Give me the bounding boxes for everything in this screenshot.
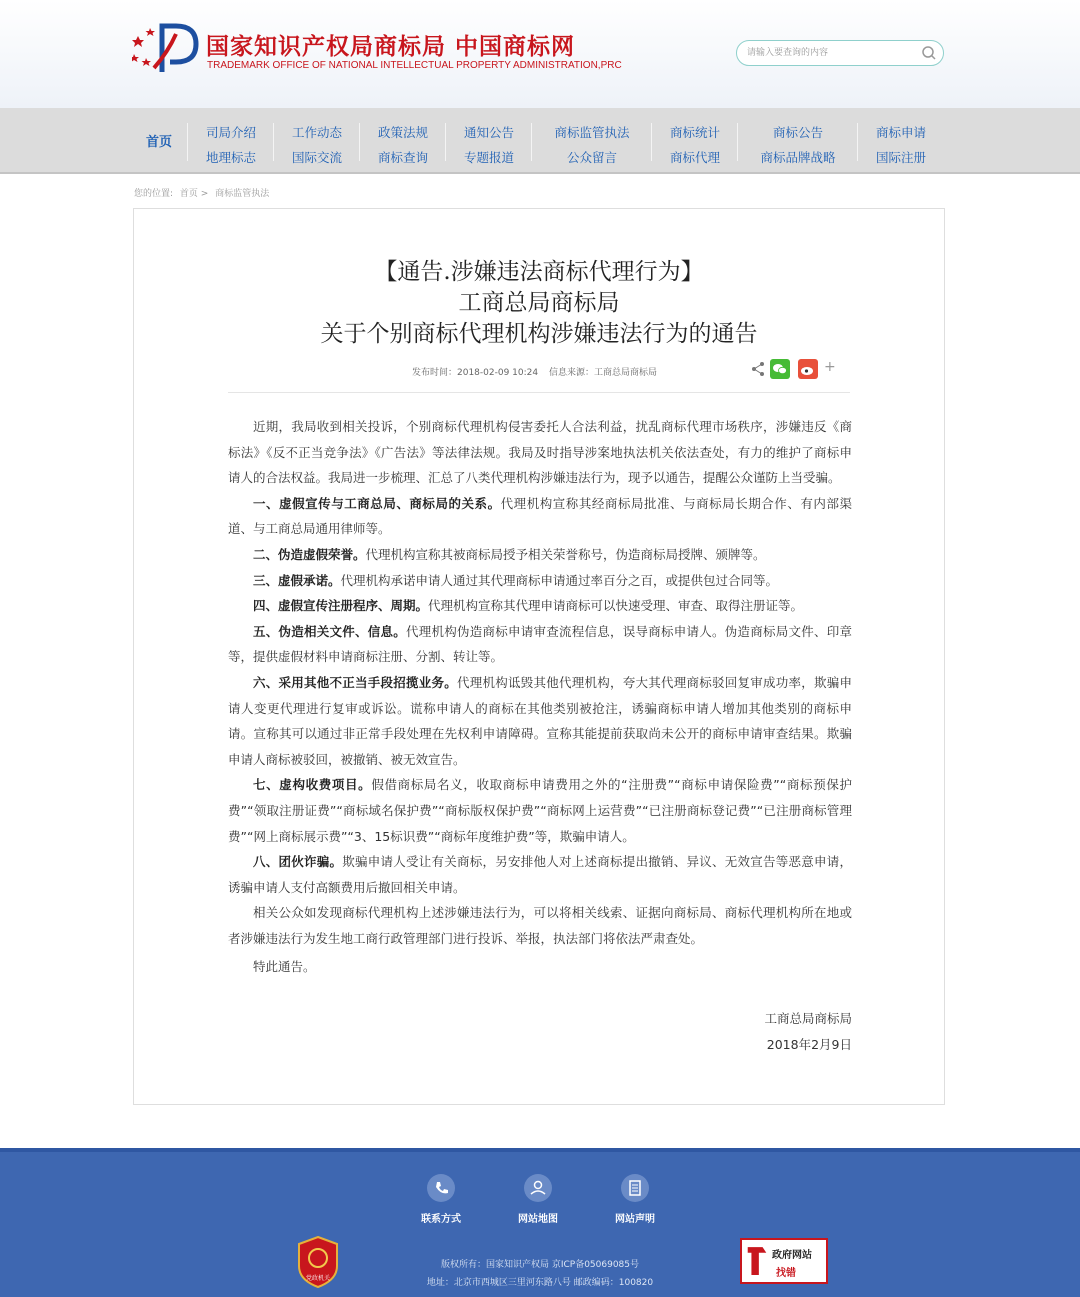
list-item: 八、团伙诈骗。欺骗申请人受让有关商标，另安排他人对上述商标提出撤销、异议、无效宣告等恶意申请，诱骗申请人支付高额费用后撤回相关申请。 xyxy=(228,854,852,895)
weibo-share-icon[interactable] xyxy=(798,359,818,379)
breadcrumb-home-link[interactable]: 首页 > xyxy=(179,189,209,199)
site-footer xyxy=(0,1148,1080,1297)
gov-site-error-label: 找错 xyxy=(776,1268,796,1279)
search-box xyxy=(736,40,944,66)
main-nav xyxy=(0,108,1080,174)
nav-separator xyxy=(359,123,360,161)
nav-item[interactable]: 商标公告 xyxy=(772,125,823,140)
nav-separator xyxy=(737,123,738,161)
document-icon xyxy=(621,1174,649,1202)
nav-group-7 xyxy=(748,120,848,170)
breadcrumb xyxy=(134,186,273,199)
address: 地址：北京市西城区三里河东路八号 邮政编码：100820 xyxy=(426,1278,654,1288)
publish-time: 发布时间：2018-02-09 10:24 xyxy=(412,368,539,378)
title-line: 【通告.涉嫌违法商标代理行为】 xyxy=(374,259,704,285)
title-divider xyxy=(228,392,850,393)
nav-home[interactable]: 首页 xyxy=(146,135,173,150)
gov-site-error-report-badge[interactable] xyxy=(740,1238,828,1284)
list-item: 六、采用其他不正当手段招揽业务。代理机构诋毁其他代理机构，夸大其代理商标驳回复审成功率，欺骗申请人变更代理进行复审或诉讼。谎称申请人的商标在其他类别被抢注，诱骗商标申请人增加其他类别的商标申请。宣称其可以通过非正常手段处理在先权利申请障碍。宣称其能提前获取尚未公开的商标申请审查结果。欺骗申请人商标被驳回，被撤销、被无效宣告。 xyxy=(228,674,852,767)
more-share-icon[interactable]: + xyxy=(824,359,836,375)
nav-item[interactable]: 司局介绍 xyxy=(205,125,256,140)
info-source: 信息来源：工商总局商标局 xyxy=(548,368,657,378)
phone-icon xyxy=(427,1174,455,1202)
nav-item[interactable]: 商标代理 xyxy=(669,150,720,165)
breadcrumb-current-link[interactable]: 商标监管执法 xyxy=(215,189,270,199)
site-header xyxy=(0,0,1080,108)
footer-link-label: 网站地图 xyxy=(518,1214,558,1225)
list-item: 三、虚假承诺。代理机构承诺申请人通过其代理商标申请通过率百分之百，或提供包过合同等。 xyxy=(253,572,779,588)
notice-end: 特此通告。 xyxy=(253,959,316,975)
nav-item[interactable]: 地理标志 xyxy=(205,150,256,165)
list-item: 五、伪造相关文件、信息。代理机构伪造商标申请审查流程信息，误导商标申请人。伪造商标局文件、印章等，提供虚假材料申请商标注册、分割、转让等。 xyxy=(228,623,852,665)
wechat-share-icon[interactable] xyxy=(770,359,790,379)
nav-separator xyxy=(187,123,188,161)
copyright: 版权所有：国家知识产权局 京ICP备05069085号 xyxy=(440,1260,640,1270)
search-icon[interactable] xyxy=(921,45,937,61)
list-item: 七、虚构收费项目。假借商标局名义，收取商标申请费用之外的“注册费”“商标申请保险费”“商标预保护费”“领取注册证费”“商标域名保护费”“商标版权保护费”“商标网上运营费”“已注册商标登记费”“已注册商标管理费”“网上商标展示费”“3、15标识费”“商标年度维护费”等，欺骗申请人。 xyxy=(228,777,852,844)
list-item: 一、虚假宣传与工商总局、商标局的关系。代理机构宣称其经商标局批准、与商标局长期合作、有内部渠道、与工商总局通用律师等。 xyxy=(228,495,852,537)
title-line: 关于个别商标代理机构涉嫌违法行为的通告 xyxy=(320,321,758,347)
site-title: 国家知识产权局商标局 中国商标网 xyxy=(206,33,576,60)
nav-item[interactable]: 政策法规 xyxy=(377,125,428,140)
footer-link-label: 网站声明 xyxy=(615,1214,655,1225)
footer-sitemap-link[interactable] xyxy=(503,1174,573,1225)
nav-separator xyxy=(445,123,446,161)
breadcrumb-label: 您的位置: xyxy=(134,189,174,199)
nav-group-2 xyxy=(284,120,350,170)
article-card xyxy=(133,208,945,1105)
nav-item[interactable]: 公众留言 xyxy=(566,150,617,165)
nav-item[interactable]: 工作动态 xyxy=(291,125,342,140)
nav-item[interactable]: 商标申请 xyxy=(875,125,926,140)
nav-group-3 xyxy=(370,120,436,170)
nav-group-4 xyxy=(456,120,522,170)
nav-item[interactable]: 国际注册 xyxy=(875,150,926,165)
title-line: 工商总局商标局 xyxy=(458,290,620,316)
nav-group-8 xyxy=(868,120,934,170)
nav-item[interactable]: 通知公告 xyxy=(463,125,514,140)
footer-link-label: 联系方式 xyxy=(421,1214,461,1225)
site-subtitle: TRADEMARK OFFICE OF NATIONAL INTELLECTUAL PROPERTY ADMINISTRATION,PRC xyxy=(207,60,622,71)
trademark-office-logo-icon[interactable] xyxy=(132,22,200,74)
sign-date: 2018年2月9日 xyxy=(766,1037,852,1052)
share-icon[interactable] xyxy=(750,361,766,377)
search-input[interactable] xyxy=(747,46,917,60)
nav-item[interactable]: 商标监管执法 xyxy=(554,125,630,140)
nav-separator xyxy=(857,123,858,161)
footer-statement-link[interactable] xyxy=(600,1174,670,1225)
intro-paragraph: 近期，我局收到相关投诉，个别商标代理机构侵害委托人合法利益，扰乱商标代理市场秩序，涉嫌违反《商标法》《反不正当竞争法》《广告法》等法律法规。我局及时指导涉案地执法机关依法查处，有力的维护了商标申请人的合法权益。我局进一步梳理、汇总了八类代理机构涉嫌违法行为，现予以通告，提醒公众谨防上当受骗。 xyxy=(228,419,852,486)
list-item: 四、虚假宣传注册程序、周期。代理机构宣称其代理申请商标可以快速受理、审查、取得注册证等。 xyxy=(253,598,804,614)
signer: 工商总局商标局 xyxy=(764,1011,852,1026)
article-meta xyxy=(412,365,665,378)
article-title xyxy=(134,257,944,350)
nav-separator xyxy=(651,123,652,161)
footer-contact-link[interactable] xyxy=(406,1174,476,1225)
nav-group-5 xyxy=(542,120,642,170)
list-item: 二、伪造虚假荣誉。代理机构宣称其被商标局授予相关荣誉称号，伪造商标局授牌、颁牌等。 xyxy=(253,546,766,562)
nav-item[interactable]: 商标查询 xyxy=(377,150,428,165)
nav-item[interactable]: 国际交流 xyxy=(291,150,342,165)
closing-paragraph: 相关公众如发现商标代理机构上述涉嫌违法行为，可以将相关线索、证据向商标局、商标代理机构所在地或者涉嫌违法行为发生地工商行政管理部门进行投诉、举报，执法部门将依法严肃查处。 xyxy=(228,905,852,946)
nav-group-1 xyxy=(198,120,264,170)
nav-separator xyxy=(273,123,274,161)
nav-separator xyxy=(531,123,532,161)
nav-item[interactable]: 商标统计 xyxy=(669,125,720,140)
sitemap-icon xyxy=(524,1174,552,1202)
nav-item[interactable]: 商标品牌战略 xyxy=(760,150,836,165)
badge-text: 党政机关 xyxy=(305,1275,331,1282)
gov-site-logo-icon xyxy=(744,1243,770,1281)
nav-item[interactable]: 专题报道 xyxy=(463,150,514,165)
article-body xyxy=(228,414,852,980)
gov-site-label: 政府网站 xyxy=(772,1250,812,1261)
nav-group-6 xyxy=(662,120,728,170)
